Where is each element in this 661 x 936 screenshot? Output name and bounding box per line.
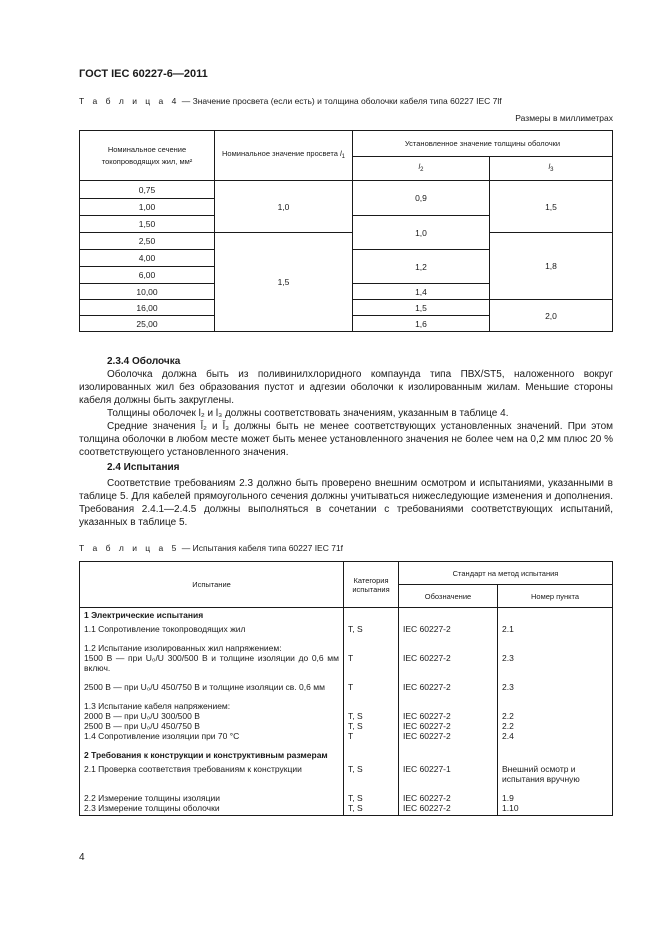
t5-cell-clause: 2.3 — [498, 680, 613, 694]
t5-cell-test: 1.2 Испытание изолированных жил напряжением: 1500 В — при U₀/U 300/500 В и толщине изоляции до 0,6 мм включ. — [80, 641, 344, 675]
t4-l2: 1,4 — [353, 284, 490, 300]
units-note: Размеры в миллиметрах — [515, 113, 613, 123]
t4-section: 10,00 — [80, 284, 215, 300]
t4-section: 1,00 — [80, 199, 215, 216]
t5-cell-cat: T, S T, S T — [344, 699, 399, 743]
t5-cell-cat: T, S — [344, 622, 399, 636]
t4-section: 16,00 — [80, 300, 215, 316]
table-4 — [79, 130, 613, 332]
t5-cell-cat — [344, 748, 399, 762]
t4-l2: 1,2 — [353, 250, 490, 284]
paragraph: Средние значения l̄₂ и l̄₃ должны быть не менее соответствующих установленных значений. При этом толщина оболочки в любом месте может быть менее установленного значения не более чем на 0,2 мм плюс 20 % соответствующего установленного значения. — [79, 421, 613, 458]
t5-col-standard: Стандарт на метод испытания — [399, 562, 613, 585]
t5-cell-cat: T, S — [344, 762, 399, 786]
t5-cell-test: 2500 В — при U₀/U 450/750 В и толщине изоляции св. 0,6 мм — [80, 680, 344, 694]
t5-col-designation: Обозначение — [399, 585, 498, 608]
table-5 — [79, 561, 613, 816]
t5-cell-des: IEC 60227-1 — [399, 762, 498, 786]
t5-cell-cat — [344, 608, 399, 623]
t5-cell-des: IEC 60227-2 — [399, 622, 498, 636]
t5-cell-clause — [498, 748, 613, 762]
t5-cell-test: 2.2 Измерение толщины изоляции 2.3 Измерение толщины оболочки — [80, 791, 344, 816]
t5-cell-des: IEC 60227-2 — [399, 641, 498, 675]
t4-l3: 1,8 — [490, 233, 613, 300]
t4-section: 6,00 — [80, 267, 215, 284]
t5-cell-clause — [498, 608, 613, 623]
paragraph: Соответствие требованиям 2.3 должно быть проверено внешним осмотром и испытаниями, указанными в таблице 5. Для кабелей прямоугольного сечения должны учитываться нижеследующие изменения и дополнения. Требования 2.4.1—2.4.5 должны выполняться в сочетании с требованиями соответствующих испытаний, указанных в таблице 5. — [79, 478, 613, 528]
table-row — [80, 791, 613, 816]
heading-2-4: 2.4 Испытания — [107, 462, 180, 473]
table5-caption: Т а б л и ц а 5 — Испытания кабеля типа 60227 IEC 71f — [79, 543, 344, 553]
table4-caption: Т а б л и ц а 4 — Значение просвета (если есть) и толщина оболочки кабеля типа 60227 IEC 7lf — [79, 96, 502, 106]
t4-section: 1,50 — [80, 216, 215, 233]
t5-cell-test: 1.3 Испытание кабеля напряжением: 2000 В — при U₀/U 300/500 В 2500 В — при U₀/U 450/750 В 1.4 Сопротивление изоляции при 70 °С — [80, 699, 344, 743]
t4-section: 0,75 — [80, 181, 215, 199]
t4-col-l3: $l_3$ — [490, 157, 613, 181]
t4-col-l2: $l_2$ — [353, 157, 490, 181]
t4-l2: 0,9 — [353, 181, 490, 216]
t4-l3: 2,0 — [490, 300, 613, 332]
paragraph: Толщины оболочек l₂ и l₃ должны соответствовать значениям, указанным в таблице 4. — [107, 408, 509, 419]
t4-l2: 1,0 — [353, 216, 490, 250]
t4-col-section: Номинальное сечение токопроводящих жил, мм² — [80, 131, 215, 181]
table-row — [80, 748, 613, 762]
section-2-3-4 — [79, 355, 613, 529]
table-row — [80, 622, 613, 636]
heading-2-3-4: 2.3.4 Оболочка — [107, 356, 181, 367]
table-row — [80, 680, 613, 694]
paragraph: Оболочка должна быть из поливинилхлоридного компаунда типа ПВХ/ST5, наложенного вокруг изолированных жил без образования пустот и адгезии оболочки к изолированным жилам. Меньшие стороны кабеля должны быть закруглены. — [79, 369, 613, 406]
table-row — [80, 699, 613, 743]
t5-cell-des: IEC 60227-2 IEC 60227-2 IEC 60227-2 — [399, 699, 498, 743]
t4-section: 2,50 — [80, 233, 215, 250]
t5-cell-test: 1 Электрические испытания — [80, 608, 344, 623]
t5-cell-des: IEC 60227-2 IEC 60227-2 — [399, 791, 498, 816]
page-number: 4 — [79, 852, 85, 863]
t4-l2: 1,6 — [353, 316, 490, 332]
t5-cell-test: 2.1 Проверка соответствия требованиям к конструкции — [80, 762, 344, 786]
t4-clearance: 1,0 — [215, 181, 353, 233]
t5-body — [80, 608, 613, 816]
t5-cell-clause: 2.3 — [498, 641, 613, 675]
table-row — [80, 608, 613, 623]
t4-col-clearance: Номинальное значение просвета $l_1$ — [215, 131, 353, 181]
t4-clearance: 1,5 — [215, 233, 353, 332]
t5-cell-cat: T — [344, 641, 399, 675]
t5-cell-test: 1.1 Сопротивление токопроводящих жил — [80, 622, 344, 636]
t4-section: 4,00 — [80, 250, 215, 267]
t4-l2: 1,5 — [353, 300, 490, 316]
t5-cell-des — [399, 748, 498, 762]
t5-col-category: Категория испытания — [344, 562, 399, 608]
t4-l3: 1,5 — [490, 181, 613, 233]
t5-cell-cat: T, S T, S — [344, 791, 399, 816]
t5-cell-clause: 2.1 — [498, 622, 613, 636]
t5-cell-des: IEC 60227-2 — [399, 680, 498, 694]
t5-cell-clause: 2.2 2.2 2.4 — [498, 699, 613, 743]
table-row — [80, 641, 613, 675]
document-header: ГОСТ IEC 60227-6—2011 — [79, 68, 208, 80]
t4-section: 25,00 — [80, 316, 215, 332]
table-row — [80, 762, 613, 786]
t5-cell-clause: 1.9 1.10 — [498, 791, 613, 816]
t5-cell-cat: T — [344, 680, 399, 694]
t5-col-test: Испытание — [80, 562, 344, 608]
t4-group-header: Установленное значение толщины оболочки — [353, 131, 613, 157]
t5-cell-clause: Внешний осмотр и испытания вручную — [498, 762, 613, 786]
t5-col-clause: Номер пункта — [498, 585, 613, 608]
t5-cell-des — [399, 608, 498, 623]
t5-cell-test: 2 Требования к конструкции и конструктивным размерам — [80, 748, 344, 762]
